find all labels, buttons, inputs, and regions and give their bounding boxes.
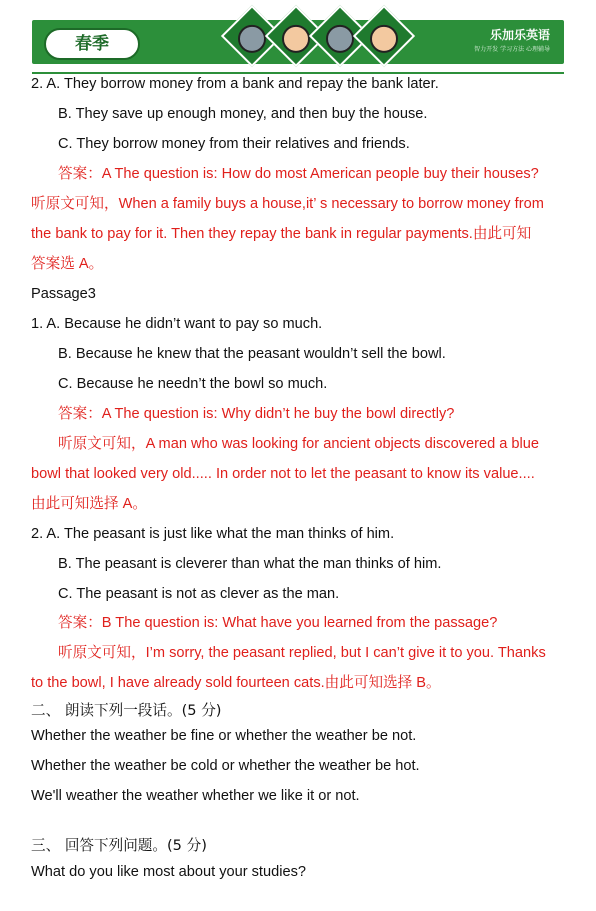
header-banner bbox=[32, 10, 564, 68]
section-heading: 二、 朗读下列一段话。(5 分) bbox=[31, 702, 222, 719]
answer-text: 答案选 A。 bbox=[31, 256, 104, 272]
passage-title: Passage3 bbox=[31, 286, 96, 302]
answer-text: the bank to pay for it. Then they repay the bank in regular payments.由此可知 bbox=[31, 226, 532, 242]
option-text: C. They borrow money from their relatives and friends. bbox=[58, 136, 410, 152]
option-text: C. Because he needn’t the bowl so much. bbox=[58, 376, 328, 392]
question-text: 2. A. They borrow money from a bank and repay the bank later. bbox=[31, 76, 439, 92]
option-text: C. The peasant is not as clever as the man. bbox=[58, 586, 340, 602]
answer-text: 答案：A The question is: Why didn’t he buy the bowl directly? bbox=[58, 406, 455, 422]
answer-text: 由此可知选择 A。 bbox=[31, 496, 147, 512]
brand-tagline: 智力开发 学习方法 心理辅导 bbox=[474, 46, 550, 53]
option-text: B. They save up enough money, and then buy the house. bbox=[58, 106, 428, 122]
answer-text: 听原文可知，When a family buys a house,it’ s necessary to borrow money from bbox=[31, 196, 544, 212]
brand-logo: 乐加乐英语 bbox=[489, 28, 550, 42]
answer-text: 听原文可知，I’m sorry, the peasant replied, but I can’t give it to you. Thanks bbox=[58, 645, 546, 661]
reading-line: We'll weather the weather whether we like it or not. bbox=[31, 788, 360, 804]
option-text: B. Because he knew that the peasant wouldn’t sell the bowl. bbox=[58, 346, 446, 362]
season-label: 春季 bbox=[44, 28, 140, 60]
question-text: 2. A. The peasant is just like what the man thinks of him. bbox=[31, 526, 395, 542]
reading-line: Whether the weather be fine or whether the weather be not. bbox=[31, 728, 417, 744]
option-text: B. The peasant is cleverer than what the man thinks of him. bbox=[58, 556, 442, 572]
answer-text: 听原文可知，A man who was looking for ancient objects discovered a blue bbox=[58, 436, 540, 452]
banner-divider bbox=[32, 72, 564, 74]
answer-text: bowl that looked very old..... In order not to let the peasant to know its value.... bbox=[31, 466, 535, 482]
question-text: 1. A. Because he didn’t want to pay so much. bbox=[31, 316, 323, 332]
question-text: What do you like most about your studies? bbox=[31, 864, 306, 880]
section-heading: 三、 回答下列问题。(5 分) bbox=[31, 837, 207, 854]
answer-text: 答案：A The question is: How do most American people buy their houses? bbox=[58, 166, 539, 182]
answer-text: to the bowl, I have already sold fourteen cats.由此可知选择 B。 bbox=[31, 675, 441, 691]
answer-text: 答案：B The question is: What have you learned from the passage? bbox=[58, 615, 498, 631]
reading-line: Whether the weather be cold or whether the weather be hot. bbox=[31, 758, 420, 774]
cartoon-faces bbox=[220, 10, 420, 70]
boy-face-icon bbox=[353, 5, 415, 67]
